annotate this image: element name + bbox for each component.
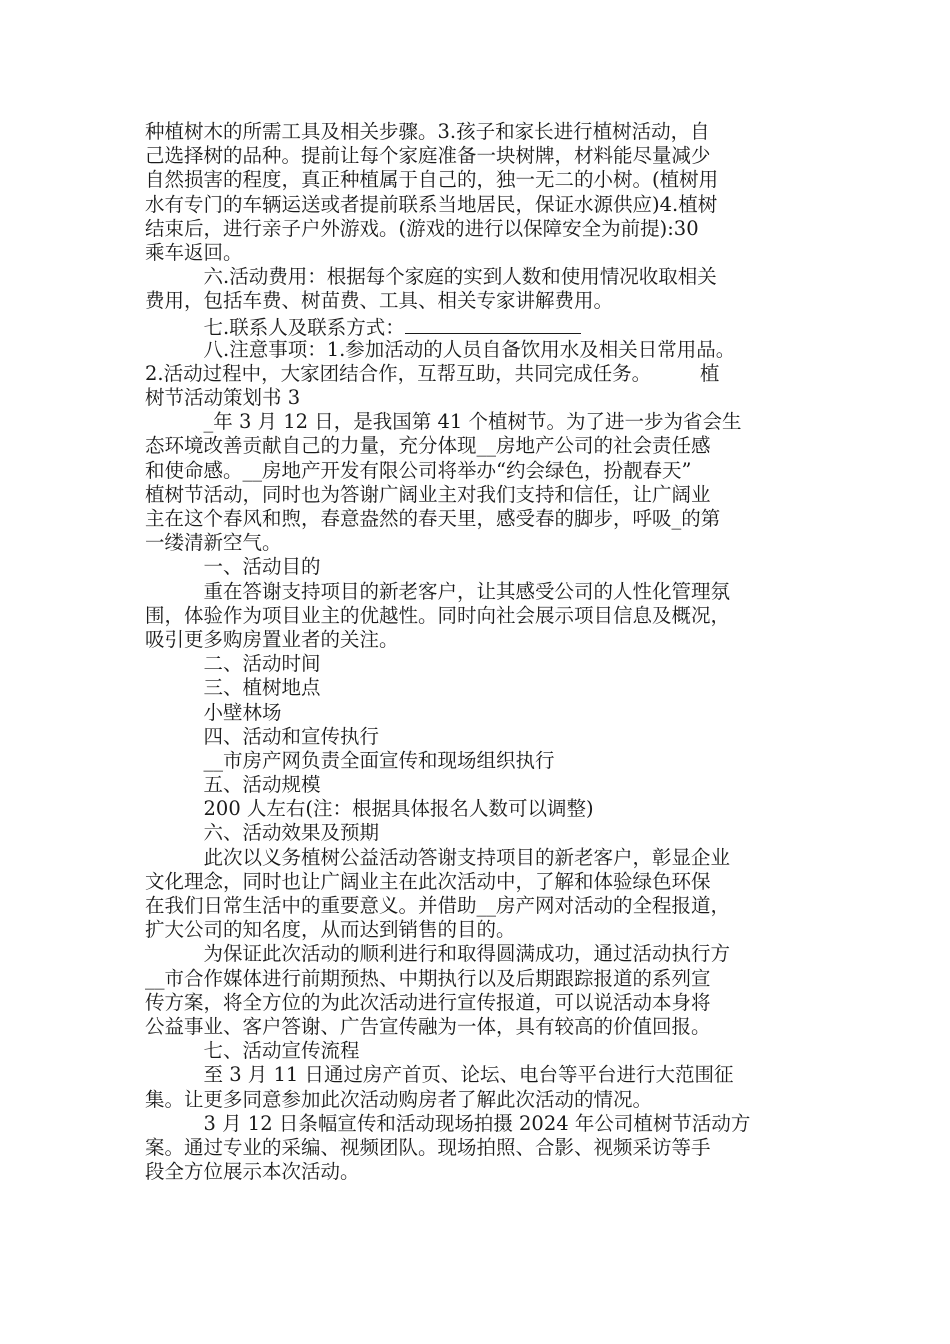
heading-line: 四、活动和宣传执行 [145, 724, 380, 748]
heading-line: 七、活动宣传流程 [145, 1039, 360, 1063]
text-line: 种植树木的所需工具及相关步骤。3.孩子和家长进行植树活动，自 [145, 120, 710, 143]
document-body [145, 120, 810, 1184]
text-line: 自然损害的程度，真正种植属于自己的，独一无二的小树。(植树用 [145, 168, 719, 192]
heading-line: 二、活动时间 [145, 652, 321, 676]
text-line: 此次以义务植树公益活动答谢支持项目的新老客户，彰显企业 [145, 845, 731, 869]
text-line: 至 3 月 11 日通过房产首页、论坛、电台等平台进行大范围征 [145, 1063, 734, 1087]
text-line: 段全方位展示本次活动。 [145, 1160, 360, 1184]
text-line: 2.活动过程中，大家团结合作，互帮互助，共同完成任务。 植 [145, 361, 720, 385]
heading-line: 六、活动效果及预期 [145, 821, 380, 845]
text-line: 小壁林场 [145, 700, 282, 724]
text-line: 吸引更多购房置业者的关注。 [145, 627, 399, 651]
section-title: 树节活动策划书 3 [145, 386, 301, 410]
text-line: 六.活动费用：根据每个家庭的实到人数和使用情况收取相关 [145, 265, 717, 289]
text-line: 和使命感。__房地产开发有限公司将举办“约会绿色，扮靓春天” [145, 458, 692, 482]
text-line: 重在答谢支持项目的新老客户，让其感受公司的人性化管理氛 [145, 579, 731, 603]
text-line: 文化理念，同时也让广阔业主在此次活动中，了解和体验绿色环保 [145, 869, 711, 893]
text-line: 乘车返回。 [145, 240, 243, 264]
text-line: 结束后，进行亲子户外游戏。(游戏的进行以保障安全为前提):30 [145, 216, 699, 240]
text-line: 在我们日常生活中的重要意义。并借助__房产网对活动的全程报道， [145, 894, 731, 917]
text-line: 传方案，将全方位的为此次活动进行宣传报道，可以说活动本身将 [145, 990, 711, 1014]
text-line: 植树节活动，同时也为答谢广阔业主对我们支持和信任，让广阔业 [145, 482, 711, 506]
text-line: _年 3 月 12 日，是我国第 41 个植树节。为了进一步为省会生 [145, 410, 742, 434]
text-line: 态环境改善贡献自己的力量，充分体现__房地产公司的社会责任感 [145, 434, 711, 458]
heading-line: 一、活动目的 [145, 555, 321, 579]
text-line: 公益事业、客户答谢、广告宣传融为一体，具有较高的价值回报。 [145, 1014, 711, 1038]
text-line: 水有专门的车辆运送或者提前联系当地居民，保证水源供应)4.植树 [145, 192, 718, 216]
text-line: __市合作媒体进行前期预热、中期执行以及后期跟踪报道的系列宣 [145, 966, 711, 990]
text-line: 扩大公司的知名度，从而达到销售的目的。 [145, 918, 516, 942]
text-line: 围，体验作为项目业主的优越性。同时向社会展示项目信息及概况， [145, 603, 731, 627]
text-line: 集。让更多同意参加此次活动购房者了解此次活动的情况。 [145, 1087, 653, 1111]
text-line: 一缕清新空气。 [145, 531, 282, 555]
text-line: 3 月 12 日条幅宣传和活动现场拍摄 2024 年公司植树节活动方 [145, 1111, 751, 1135]
text-line: __市房产网负责全面宣传和现场组织执行 [145, 748, 555, 772]
heading-line: 五、活动规模 [145, 773, 321, 797]
text-line: 费用，包括车费、树苗费、工具、相关专家讲解费用。 [145, 289, 614, 313]
text-line: 己选择树的品种。提前让每个家庭准备一块树牌，材料能尽量减少 [145, 144, 711, 168]
text-line: 为保证此次活动的顺利进行和取得圆满成功，通过活动执行方 [145, 942, 731, 966]
text-line: 主在这个春风和煦，春意盎然的春天里，感受春的脚步，呼吸_的第 [145, 507, 721, 530]
text-line: 200 人左右(注：根据具体报名人数可以调整) [145, 797, 594, 821]
contact-line [145, 314, 810, 338]
contact-label: 七.联系人及联系方式： [145, 315, 405, 339]
text-line: 案。通过专业的采编、视频团队。现场拍照、合影、视频采访等手 [145, 1135, 711, 1159]
heading-line: 三、植树地点 [145, 676, 321, 700]
text-line: 八.注意事项：1.参加活动的人员自备饮用水及相关日常用品。 [145, 337, 736, 361]
contact-blank [405, 314, 581, 334]
